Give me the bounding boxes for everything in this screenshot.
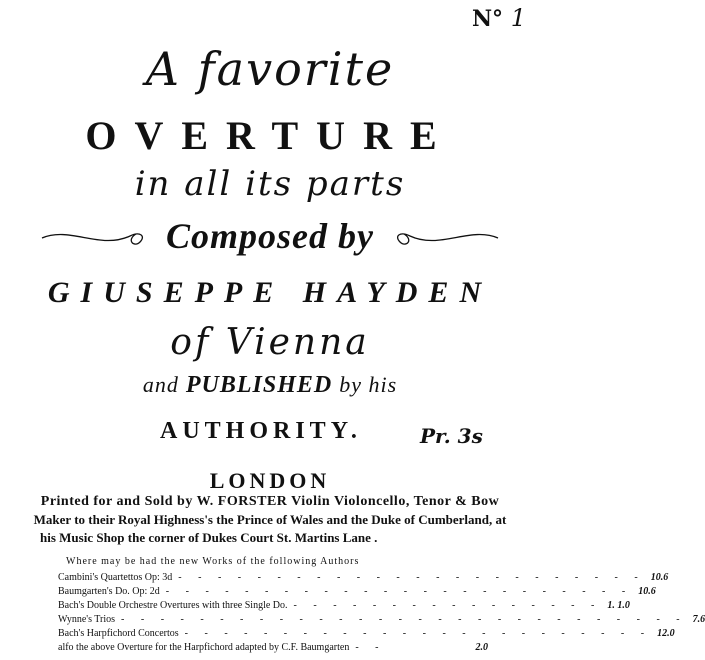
flourish-right-ornament [388, 222, 500, 252]
plate-number-digit: 1 [510, 4, 526, 32]
catalog-leader: - - - - - - - - - - - - - - - - - - - - - - - - - - - - - [121, 613, 687, 625]
composer-name: GIUSEPPE HAYDEN [47, 276, 493, 309]
catalog-item [58, 640, 488, 654]
catalog-leader: - - - - - - - - - - - - - - - - [293, 599, 602, 611]
published-suffix: by his [339, 372, 398, 397]
catalog-leader: - - - - - - - - - - - - - - - - - - - - - - - - [178, 571, 645, 583]
catalog-item-title: Wynne's Trios [58, 613, 116, 625]
catalog-item [58, 612, 705, 626]
catalog-item-price: 12.0 [657, 627, 675, 639]
catalog-leader: - - - - - - - - - - - - - - - - - - - - - - - - [184, 627, 652, 639]
catalog-leader: - - [355, 641, 386, 653]
catalog-leader: - - - - - - - - - - - - - - - - - - - - - - - - [165, 585, 633, 597]
catalog-item-title: Baumgarten's Do. Op: 2d [58, 585, 160, 597]
catalog-item-title: alfo the above Overture for the Harpfichord adapted by C.F. Baumgarten [58, 641, 350, 653]
catalog-item [58, 626, 675, 640]
catalog-item-title: Bach's Double Orchestre Overtures with three Single Do. [58, 599, 288, 611]
catalog-item-title: Cambini's Quartettos Op: 3d [58, 571, 173, 583]
title-overture: OVERTURE [85, 113, 455, 158]
title-favorite: A favorite [145, 42, 395, 96]
title-composed-by: Composed by [166, 216, 374, 256]
plate-number-prefix: N° [471, 6, 504, 32]
catalog-item [58, 570, 669, 584]
imprint-line-3: his Music Shop the corner of Dukes Court St. Martins Lane . [40, 530, 378, 545]
catalog-item-price: 1. 1.0 [607, 599, 630, 611]
title-authority: AUTHORITY. [160, 418, 362, 444]
imprint-line-1: Printed for and Sold by W. FORSTER Violin Violoncello, Tenor & Bow [40, 494, 500, 509]
catalog-item-price: 2.0 [475, 641, 488, 653]
price-mark: Pr. 3s [420, 424, 483, 448]
imprint-city: LONDON [209, 468, 331, 493]
catalog-item-price: 10.6 [650, 571, 669, 583]
title-published-line [0, 372, 540, 399]
published-word: PUBLISHED [185, 372, 333, 398]
catalog-item [58, 584, 656, 598]
plate-number [472, 4, 526, 32]
catalog-item-title: Bach's Harpfichord Concertos [58, 627, 179, 639]
catalog-item-price: 7.6 [692, 613, 705, 625]
published-prefix: and [142, 372, 179, 397]
title-of-vienna: of Vienna [170, 322, 370, 363]
catalog-item [58, 598, 630, 612]
catalog-item-price: 10.6 [638, 585, 656, 597]
imprint-line-2: Maker to their Royal Highness's the Prince of Wales and the Duke of Cumberland, at [33, 512, 507, 527]
catalog-heading: Where may be had the new Works of the following Authors [66, 556, 360, 567]
title-in-all-its-parts: in all its parts [134, 164, 406, 204]
